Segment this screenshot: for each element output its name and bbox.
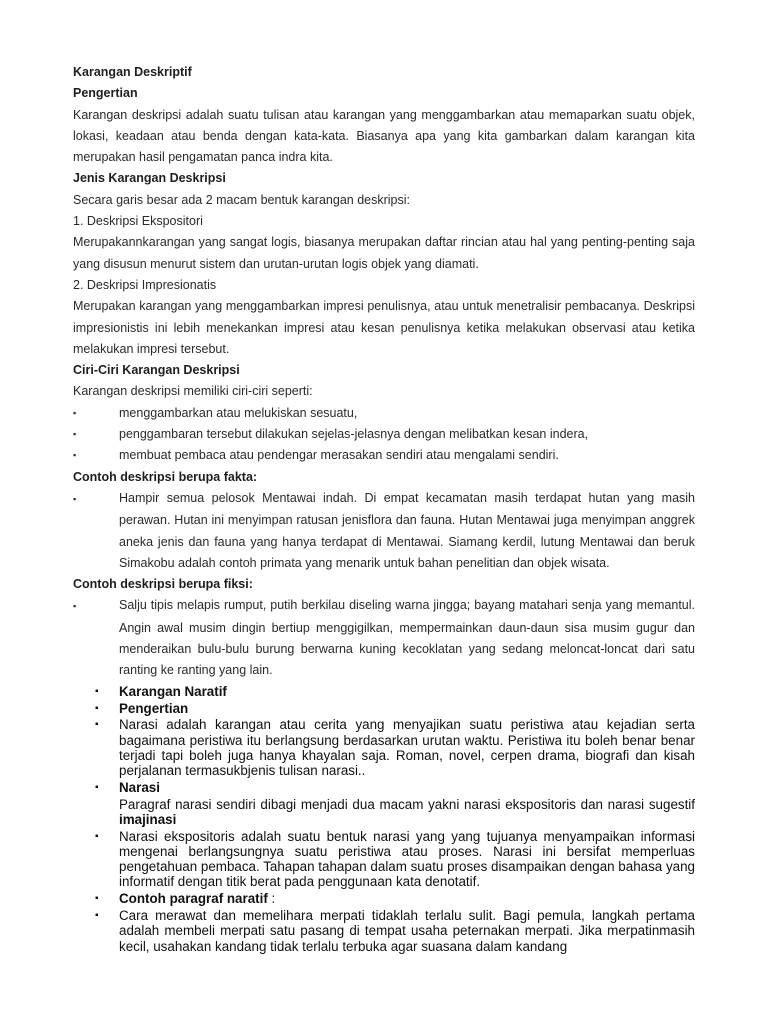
bullet-icon: ▪ [73, 450, 77, 461]
list-item [73, 891, 695, 906]
list-item [73, 829, 695, 890]
pengertian-paragraph: Karangan deskripsi adalah suatu tulisan atau karangan yang menggambarkan atau memaparkan suatu objek, lokasi, keadaan atau benda dengan kata-kata. Biasanya apa yang kita gambarkan dalam karangan kita merupakan hasil pengamatan panca indra kita. [73, 107, 695, 165]
type2-paragraph: Merupakan karangan yang menggambarkan impresi penulisnya, atau untuk menetralisir pembacanya. Deskripsi impresionistis ini lebih menekankan impresi atau kesan penulisnya ketika melakukan observasi atau ketika melakukan impresi tersebut. [73, 299, 695, 356]
narasi-label: Narasi [119, 779, 160, 795]
bullet-icon: ▪ [73, 601, 77, 612]
list-item [73, 701, 695, 716]
narasi-heading: Karangan Naratif [119, 683, 227, 699]
jenis-intro: Secara garis besar ada 2 macam bentuk karangan deskripsi: [73, 192, 410, 207]
bullet-icon: ▪ [95, 685, 99, 697]
bullet-icon: ▪ [73, 407, 77, 418]
bullet-icon: ▪ [95, 781, 99, 793]
ciri-item-3: membuat pembaca atau pendengar merasakan sendiri atau mengalami sendiri. [119, 448, 559, 463]
ciri-intro: Karangan deskripsi memiliki ciri-ciri seperti: [73, 384, 313, 399]
fiksi-heading: Contoh deskripsi berupa fiksi: [73, 577, 253, 592]
type1-paragraph: Merupakannkarangan yang sangat logis, biasanya merupakan daftar rincian atau hal yang penting-penting saja yang disusun menurut sistem dan urutan-urutan logis objek yang diamati. [73, 235, 695, 271]
contoh-text: Cara merawat dan memelihara merpati tidaklah terlalu sulit. Bagi pemula, langkah pertama adalah membeli merpati satu pasang di tempat usaha peternakan merpati. Jika merpatinmasih kecil, usahakan kandang tidak terlalu terbuka agar suasana dalam kandang [119, 908, 695, 954]
narasi-types-paragraph [73, 797, 695, 827]
fiksi-paragraph [73, 595, 695, 681]
bullet-icon: ▪ [95, 830, 99, 842]
list-item [73, 445, 695, 466]
jenis-heading: Jenis Karangan Deskripsi [73, 171, 226, 186]
document-title: Karangan Deskriptif [73, 65, 192, 79]
bullet-icon: ▪ [95, 702, 99, 714]
narasi-types-text: Paragraf narasi sendiri dibagi menjadi dua macam yakni narasi ekspositoris dan narasi sugestif [119, 796, 695, 812]
ciri-item-1: menggambarkan atau melukiskan sesuatu, [119, 405, 358, 420]
ciri-item-2: penggambaran tersebut dilakukan sejelas-jelasnya dengan melibatkan kesan indera, [119, 427, 589, 442]
bullet-icon: ▪ [95, 893, 99, 905]
ciri-heading: Ciri-Ciri Karangan Deskripsi [73, 363, 240, 378]
type2-label: 2. Deskripsi Impresionatis [73, 277, 217, 292]
imajinasi-word: imajinasi [119, 811, 177, 827]
fakta-heading: Contoh deskripsi berupa fakta: [73, 469, 258, 484]
bullet-icon: ▪ [73, 429, 77, 440]
list-item [73, 717, 695, 778]
list-item [73, 908, 695, 954]
list-item [73, 780, 695, 795]
bullet-icon: ▪ [95, 719, 99, 731]
type1-label: 1. Deskripsi Ekspositori [73, 214, 203, 229]
narasi-section [73, 684, 695, 954]
contoh-label: Contoh paragraf naratif [119, 891, 268, 907]
fakta-paragraph [73, 488, 695, 574]
list-item [73, 403, 695, 424]
narasi-pengertian-text: Narasi adalah karangan atau cerita yang menyajikan suatu peristiwa atau kejadian serta bagaimana peristiwa itu berlangsung berdasarkan urutan waktu. Peristiwa itu boleh benar benar terjadi tapi boleh juga hanya khayalan saja. Roman, novel, cerpen drama, biografi dan kisah perjalanan termasukbjenis tulisan narasi.. [119, 717, 695, 778]
fiksi-text: Salju tipis melapis rumput, putih berkilau diseling warna jingga; bayang matahari senja yang memantul. Angin awal musim dingin bertiup menggigilkan, mempermainkan daun-daun sisa musim gugur dan menderaikan bulu-bulu burung berwarna kuning kecoklatan yang sedang meloncat-loncat dari satu ranting ke ranting yang lain. [119, 598, 695, 678]
list-item [73, 684, 695, 699]
narasi-pengertian-label: Pengertian [119, 700, 189, 716]
contoh-suffix: : [267, 891, 276, 907]
deskripsi-section [73, 62, 695, 682]
list-item [73, 424, 695, 445]
ekspositoris-text: Narasi ekspositoris adalah suatu bentuk narasi yang yang tujuanya menyampaikan informasi mengenai berlangsungnya suatu peristiwa atau proses. Narasi ini bersifat memperluas pengetahuan pembaca. Tahapan tahapan dalam suatu proses disampaikan dengan bahasa yang informatif dengan titik berat pada penggunaan kata denotatif. [119, 828, 695, 890]
bullet-icon: ▪ [73, 493, 77, 504]
pengertian-heading: Pengertian [73, 86, 138, 101]
document-page [73, 62, 695, 956]
bullet-icon: ▪ [95, 910, 99, 922]
fakta-text: Hampir semua pelosok Mentawai indah. Di empat kecamatan masih terdapat hutan yang masih perawan. Hutan ini menyimpan ratusan jenisflora dan fauna. Hutan Mentawai juga menyimpan anggrek aneka jenis dan fauna yang hanya terdapat di Mentawai. Siamang kerdil, lutung Mentawai dan beruk Simakobu adalah contoh primata yang menarik untuk bahan penelitian dan objek wisata. [119, 490, 695, 570]
